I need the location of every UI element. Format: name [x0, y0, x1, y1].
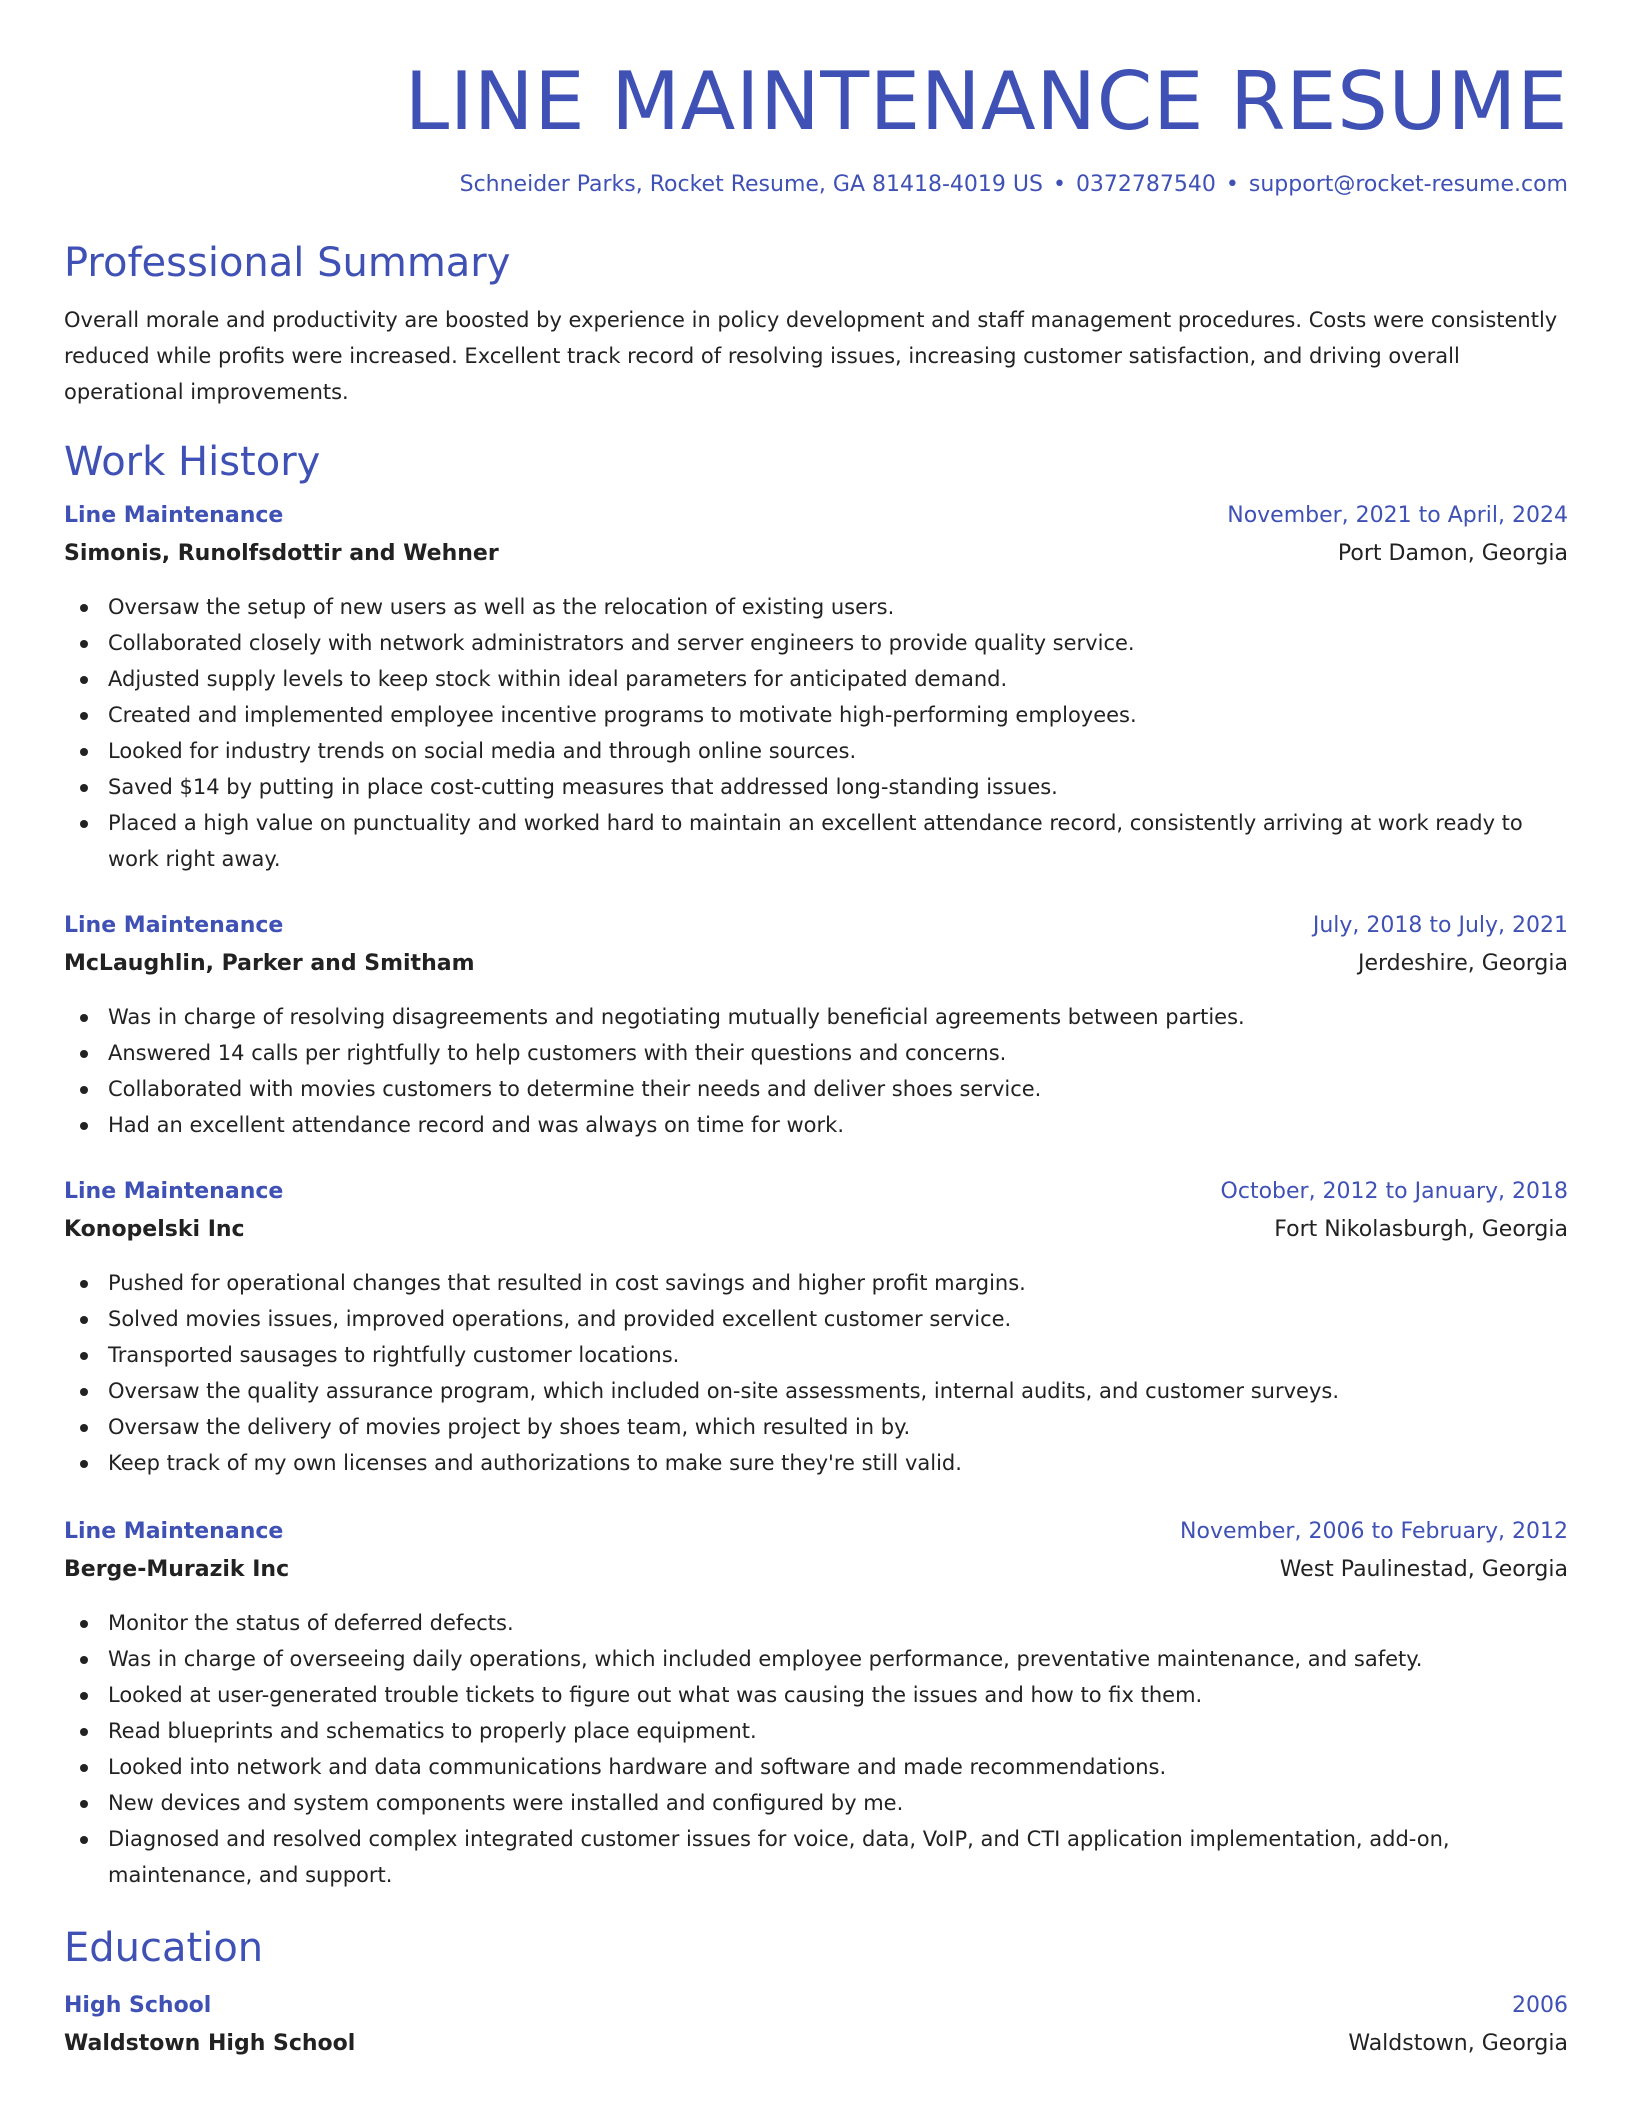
job-location: Fort Nikolasburgh, Georgia	[1274, 1217, 1568, 1242]
job-company: Simonis, Runolfsdottir and Wehner	[64, 541, 499, 566]
education-location: Waldstown, Georgia	[1348, 2031, 1568, 2056]
job-location: Port Damon, Georgia	[1337, 541, 1568, 566]
work-history-heading: Work History	[64, 439, 321, 485]
summary-text: Overall morale and productivity are boosted by experience in policy development and staff management procedures. Costs were consistently reduced while profits were increased. Excellent track record of resolving issues, increasing customer satisfaction, and driving overall operational improvements.	[64, 308, 1558, 404]
resume-title: LINE MAINTENANCE RESUME	[404, 55, 1568, 148]
contact-address: Schneider Parks, Rocket Resume, GA 81418-4019 US	[459, 172, 1043, 197]
job-bullet: Collaborated closely with network administrators and server engineers to provide quality service.	[64, 625, 1568, 661]
contact-email[interactable]: support@rocket-resume.com	[1248, 172, 1568, 197]
job-bullet: Pushed for operational changes that resulted in cost savings and higher profit margins.	[64, 1265, 1568, 1301]
job-bullets	[64, 1265, 1568, 1481]
job-bullet: Collaborated with movies customers to determine their needs and deliver shoes service.	[64, 1071, 1568, 1107]
job-bullet: Read blueprints and schematics to properly place equipment.	[64, 1713, 1568, 1749]
job-bullet: Monitor the status of deferred defects.	[64, 1605, 1568, 1641]
education-year: 2006	[1512, 1993, 1568, 2018]
job-subheader	[64, 535, 1568, 573]
job-entry	[64, 1513, 1568, 1893]
education-subheader	[64, 2025, 1568, 2063]
job-dates: October, 2012 to January, 2018	[1220, 1179, 1568, 1204]
job-bullet: Was in charge of overseeing daily operations, which included employee performance, preventative maintenance, and safety.	[64, 1641, 1568, 1677]
job-bullet: Looked into network and data communications hardware and software and made recommendations.	[64, 1749, 1568, 1785]
job-entry	[64, 907, 1568, 1143]
job-entry	[64, 497, 1568, 877]
job-role: Line Maintenance	[64, 1179, 284, 1204]
job-bullet: Looked for industry trends on social media and through online sources.	[64, 733, 1568, 769]
summary-heading: Professional Summary	[64, 240, 511, 286]
job-role: Line Maintenance	[64, 913, 284, 938]
job-bullet: Answered 14 calls per rightfully to help customers with their questions and concerns.	[64, 1035, 1568, 1071]
contact-separator: •	[1225, 172, 1239, 197]
education-degree: High School	[64, 1993, 212, 2018]
job-bullets	[64, 589, 1568, 877]
job-bullet: Adjusted supply levels to keep stock within ideal parameters for anticipated demand.	[64, 661, 1568, 697]
job-bullet: Solved movies issues, improved operations, and provided excellent customer service.	[64, 1301, 1568, 1337]
job-bullet: Diagnosed and resolved complex integrated customer issues for voice, data, VoIP, and CTI application implementation, add-on, maintenance, and support.	[64, 1821, 1568, 1893]
job-entry	[64, 1173, 1568, 1481]
job-header	[64, 1513, 1568, 1551]
job-subheader	[64, 1551, 1568, 1589]
job-company: Berge-Murazik Inc	[64, 1557, 290, 1582]
job-bullet: Created and implemented employee incentive programs to motivate high-performing employees.	[64, 697, 1568, 733]
job-bullet: Oversaw the delivery of movies project by shoes team, which resulted in by.	[64, 1409, 1568, 1445]
job-dates: July, 2018 to July, 2021	[1312, 913, 1568, 938]
job-bullet: Oversaw the setup of new users as well as the relocation of existing users.	[64, 589, 1568, 625]
job-role: Line Maintenance	[64, 1519, 284, 1544]
job-company: Konopelski Inc	[64, 1217, 245, 1242]
job-bullet: Transported sausages to rightfully customer locations.	[64, 1337, 1568, 1373]
job-bullet: Had an excellent attendance record and was always on time for work.	[64, 1107, 1568, 1143]
job-role: Line Maintenance	[64, 503, 284, 528]
education-heading: Education	[64, 1925, 264, 1971]
job-subheader	[64, 945, 1568, 983]
education-entry	[64, 1987, 1568, 2063]
job-company: McLaughlin, Parker and Smitham	[64, 951, 475, 976]
job-bullet: New devices and system components were installed and configured by me.	[64, 1785, 1568, 1821]
resume-page	[64, 0, 1568, 2112]
job-bullets	[64, 1605, 1568, 1893]
job-bullets	[64, 999, 1568, 1143]
education-header	[64, 1987, 1568, 2025]
job-bullet: Was in charge of resolving disagreements and negotiating mutually beneficial agreements between parties.	[64, 999, 1568, 1035]
job-subheader	[64, 1211, 1568, 1249]
job-bullet: Placed a high value on punctuality and worked hard to maintain an excellent attendance record, consistently arriving at work ready to work right away.	[64, 805, 1568, 877]
contact-phone: 0372787540	[1075, 172, 1216, 197]
contact-separator: •	[1052, 172, 1066, 197]
job-location: Jerdeshire, Georgia	[1357, 951, 1568, 976]
job-header	[64, 907, 1568, 945]
contact-line	[64, 170, 1568, 200]
job-bullet: Saved $14 by putting in place cost-cutting measures that addressed long-standing issues.	[64, 769, 1568, 805]
job-bullet: Keep track of my own licenses and authorizations to make sure they're still valid.	[64, 1445, 1568, 1481]
job-bullet: Oversaw the quality assurance program, which included on-site assessments, internal audits, and customer surveys.	[64, 1373, 1568, 1409]
job-dates: November, 2006 to February, 2012	[1180, 1519, 1568, 1544]
education-school: Waldstown High School	[64, 2031, 356, 2056]
job-header	[64, 1173, 1568, 1211]
job-bullet: Looked at user-generated trouble tickets to figure out what was causing the issues and how to fix them.	[64, 1677, 1568, 1713]
job-header	[64, 497, 1568, 535]
job-dates: November, 2021 to April, 2024	[1227, 503, 1568, 528]
job-location: West Paulinestad, Georgia	[1279, 1557, 1568, 1582]
